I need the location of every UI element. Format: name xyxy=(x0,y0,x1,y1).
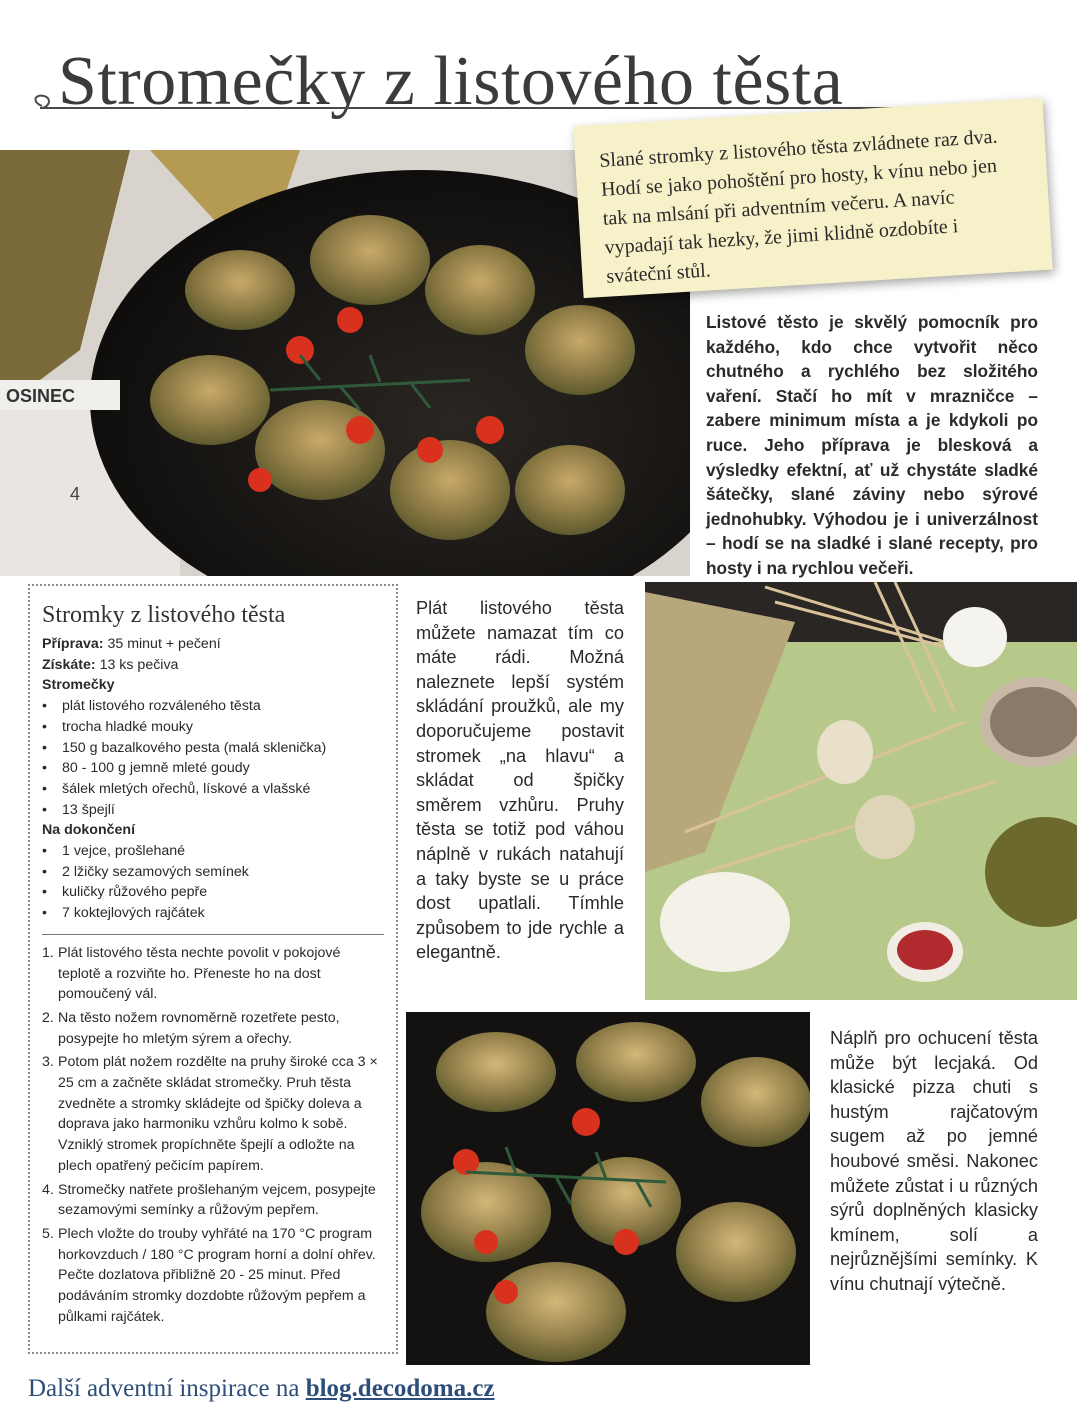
preparation-photo xyxy=(645,582,1077,1000)
ingredient-item: • plát listového rozváleného těsta xyxy=(42,696,384,717)
footer-prefix: Další adventní inspirace na xyxy=(28,1375,306,1402)
calendar-label: OSINEC xyxy=(6,386,76,406)
footer-inspiration xyxy=(28,1372,728,1406)
right-column-text: Náplň pro ochucení těsta může být lecjaká. Od klasické pizza chuti s hustým rajčatovým sugem až po jemné houbové směsi. Nakonec můžete zůstat i u různých sýrů doplněných klasicky kmínem, solí a nejrůznějšími semínky. K vínu chutnají výtečně. xyxy=(830,1028,1038,1294)
recipe-box xyxy=(28,584,398,1354)
recipe-title: Stromky z listového těsta xyxy=(42,602,286,628)
blog-link[interactable]: blog.decodoma.cz xyxy=(305,1375,495,1402)
ingredient-item: • 7 koktejlových rajčátek xyxy=(42,903,384,924)
ingredient-item: • šálek mletých ořechů, lískové a vlašské xyxy=(42,779,384,800)
calendar-number: 4 xyxy=(70,484,81,504)
ingredient-item: • trocha hladké mouky xyxy=(42,717,384,738)
intro-paragraph: Listové těsto je skvělý pomocník pro každého, kdo chce vytvořit něco chutného a rychlého bez složitého vaření. Stačí ho mít v mrazničce – zabere minimum místa a je kdykoli po ruce. Jeho příprava je blesková a výsledky efektní, ať už chystáte sladké šátečky, slané záviny nebo sýrové jednohubky. Výhodou je i univerzálnost – hodí se na sladké i slané recepty, pro hosty i na rychlou večeři. xyxy=(706,312,1038,578)
finished-trees-photo xyxy=(406,1012,810,1365)
yield: Získáte: 13 ks pečiva xyxy=(42,656,179,673)
page-title: Stromečky z listového těsta xyxy=(58,43,844,120)
intro-note xyxy=(573,98,1053,298)
section-heading-stromecky: Stromečky xyxy=(42,677,115,694)
ingredient-item: • 2 lžičky sezamových semínek xyxy=(42,862,384,883)
grated-cheese-bowl xyxy=(660,872,790,972)
ingredient-list-main xyxy=(42,696,384,820)
step-item: 1. Plát listového těsta nechte povolit v pokojové teplotě a rozviňte ho. Přeneste ho na dost pomoučený vál. xyxy=(42,944,341,1003)
step-item: 2. Na těsto nožem rovnoměrně rozetřete pesto, posypejte ho mletým sýrem a ořechy. xyxy=(42,1009,340,1047)
ingredient-list-finishing xyxy=(42,841,384,924)
divider xyxy=(42,934,384,935)
ingredient-item: • 1 vejce, prošlehané xyxy=(42,841,384,862)
egg xyxy=(943,607,1007,667)
recipe-steps xyxy=(42,943,384,1328)
step-item: 5. Plech vložte do trouby vyhřáté na 170 °C program horkovzduch / 180 °C program horní a dolní ohřev. Pečte dozlatova přibližně 20 - 25 minut. Před podáváním stromky dozdobte růžovým pepřem a půlkami rajčátek. xyxy=(42,1225,376,1325)
middle-column-text: Plát listového těsta můžete namazat tím co máte rádi. Možná naleznete lepší systém skládání proužků, ale my doporučujeme postavit stromek „na hlavu“ a skládat od špičky směrem vzhůru. Pruhy těsta se totiž pod váhou náplně v rukách natahují a taky byste se u práce dost upatlali. Tímhle způsobem to jde rychle a elegantně. xyxy=(416,598,624,963)
ingredient-item: • 13 špejlí xyxy=(42,800,384,821)
ingredient-item: • 80 - 100 g jemně mleté goudy xyxy=(42,758,384,779)
section-heading-finishing: Na dokončení xyxy=(42,822,136,839)
prep-time: Příprava: 35 minut + pečení xyxy=(42,636,221,652)
step-item: 3. Potom plát nožem rozdělte na pruhy široké cca 3 × 25 cm a začněte skládat stromečky. Pruh těsta zvedněte a stromky skládejte od špičky doleva a doprava jako harmoniku vzhůru kolmo k sobě. Vzniklý stromek propíchněte špejlí a odložte na plech opatřený pečicím papírem. xyxy=(42,1054,378,1174)
step-item: 4. Stromečky natřete prošlehaným vejcem, posypejte sezamovými semínky a růžovým pepřem. xyxy=(42,1181,376,1219)
note-text: Slané stromky z listového těsta zvládnete raz dva. Hodí se jako pohoštění pro hosty, k vínu nebo jen tak na mlsání při adventním večeru. A navíc vypadají tak hezky, že jimi klidně ozdobíte i sváteční stůl. xyxy=(598,125,999,288)
ingredient-item: • kuličky růžového pepře xyxy=(42,882,384,903)
ingredient-item: • 150 g bazalkového pesta (malá sklenička) xyxy=(42,738,384,759)
